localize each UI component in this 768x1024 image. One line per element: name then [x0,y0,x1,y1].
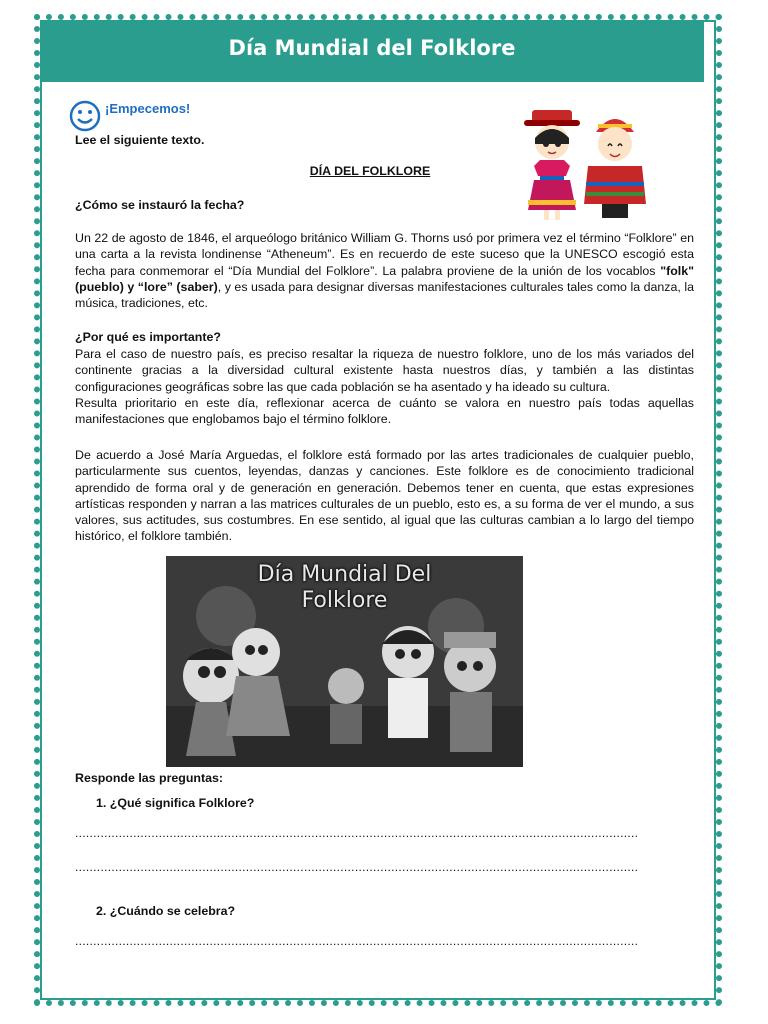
question-heading-2: ¿Por qué es importante? [75,330,221,344]
question-heading-1: ¿Cómo se instauró la fecha? [75,198,245,212]
paragraph-4: De acuerdo a José María Arguedas, el folklore está formado por las artes tradicionales de cualquier pueblo, particularmente sus cuentos, leyendas, danzas y canciones. Este folklore es de conocimiento tradicional aprendido de forma oral y de generación en generación. Debemos tener en cuenta, que estas expresiones artísticas responden y narran a las matrices culturales de un pueblo, esto es, a su forma de ver el mundo, a sus valores, sus actitudes, sus costumbres. En ese sentido, al igual que las culturas cambian a lo largo del tiempo histórico, el folklore también. [75,448,694,544]
question-2: 2. ¿Cuándo se celebra? [96,904,236,918]
page-title: Día Mundial del Folklore [228,36,516,60]
article-title: DÍA DEL FOLKLORE [309,164,431,178]
photo-title-line-1: Día Mundial Del [257,562,432,587]
start-heading: ¡Empecemos! [105,101,191,116]
questions-heading: Responde las preguntas: [75,771,224,785]
answer-line-2a[interactable]: ........................................................................................................................................................... [75,934,639,948]
paragraph-1-text-end: , y es usada para designar diversas manifestaciones culturales tales como la danza, la música, tradiciones, etc. [75,279,694,311]
paragraph-3: Resulta prioritario en este día, reflexionar acerca de cuánto se valora en nuestro país todas aquellas manifestaciones que englobamos bajo el término folklore. [75,396,694,427]
paragraph-2: Para el caso de nuestro país, es preciso resaltar la riqueza de nuestro folklore, uno de los más variados del continente gracias a la diversidad cultural existente hasta nuestros días, y también a las distintas configuraciones geográficas sobre las que cada población se ha asentado y ha ideado su cultura. [75,347,694,394]
folklore-photo [166,556,523,767]
instruction: Lee el siguiente texto. [75,133,205,147]
header-bar [40,20,704,82]
answer-line-1a[interactable]: ........................................................................................................................................................... [75,826,639,840]
photo-title-line-2: Folklore [301,588,388,613]
photo-title [166,562,523,614]
smiley-icon [69,100,101,132]
question-1: 1. ¿Qué significa Folklore? [96,796,255,810]
paragraph-1 [75,230,694,311]
paragraph-1-text: Un 22 de agosto de 1846, el arqueólogo británico William G. Thorns usó por primera vez el término “Folklore” en una carta a la revista londinense “Atheneum”. Es en recuerdo de este suceso que la UNESCO escogió esta fecha para conmemorar el “Día Mundial del Folklore”. La palabra proviene de la unión de los vocablos [75,231,694,278]
paragraph-1-bold: "folk" (pueblo) y “lore” (saber) [75,263,694,294]
answer-line-1b[interactable]: ........................................................................................................................................................... [75,860,639,874]
